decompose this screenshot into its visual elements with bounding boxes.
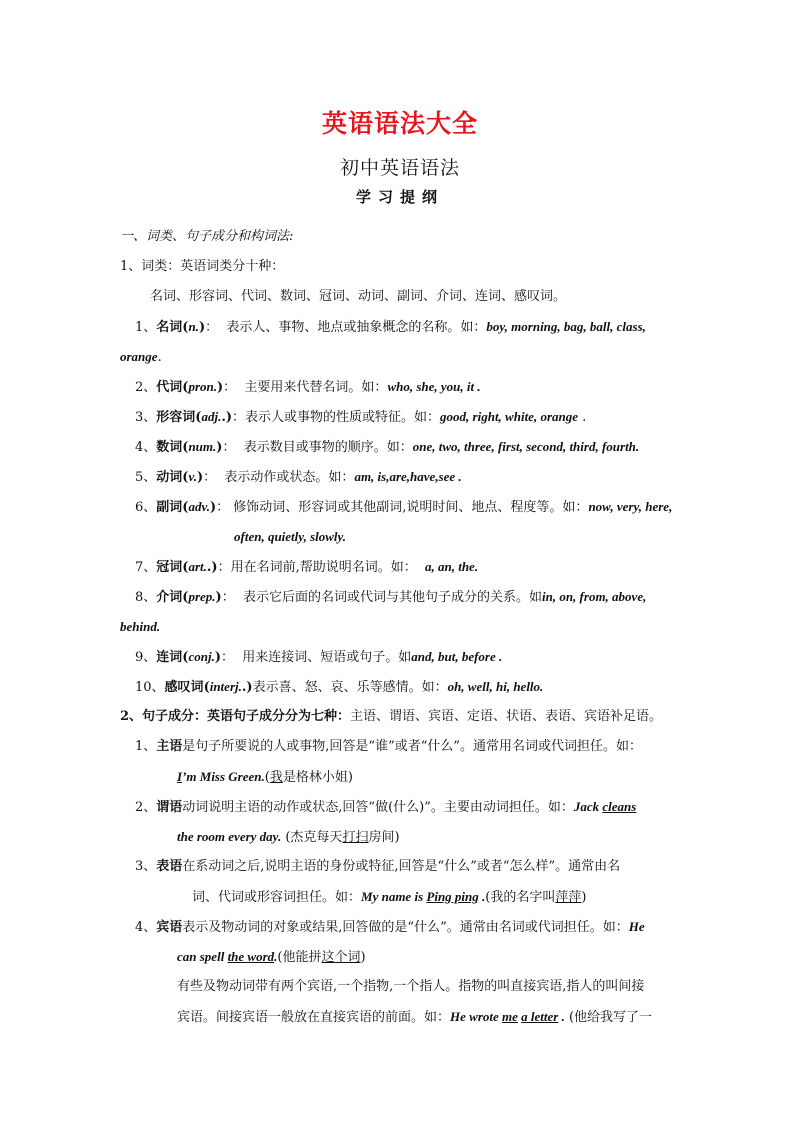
pos-number: 2、 xyxy=(135,380,157,395)
pos-example-cont: orange xyxy=(120,349,158,364)
pos-name: 连词 xyxy=(156,650,183,665)
pos-abbr: art. xyxy=(188,559,207,574)
pos-name: 形容词 xyxy=(156,410,196,425)
pos-example: a, an, the. xyxy=(424,559,479,574)
translation-underlined: 这个词 xyxy=(321,950,361,965)
component-desc: 表示及物动词的对象或结果,回答做的是“什么”。通常由名词或代词担任。如： xyxy=(182,920,629,935)
pos-example-cont: often, quietly, slowly. xyxy=(234,529,347,544)
translation-text: (我的名字叫 xyxy=(485,890,556,905)
pos-example: in, on, from, above, xyxy=(541,589,647,604)
outline-label: 学习提纲 xyxy=(355,188,444,206)
pos-abbr: prep. xyxy=(188,589,216,604)
document-title: 英语语法大全 xyxy=(321,109,478,138)
component-object xyxy=(135,918,695,937)
pos-conjunction: 9、连词(conj.)： 用来连接词、短语或句子。如and, but, before . xyxy=(135,649,503,665)
document-subtitle: 初中英语语法 xyxy=(339,157,460,179)
component-name: 谓语 xyxy=(156,800,183,815)
pos-desc: 表示人、事物、地点或抽象概念的名称。如： xyxy=(226,320,487,335)
pos-name: 介词 xyxy=(156,590,183,605)
pos-number: 3、 xyxy=(135,410,157,425)
pos-number: 4、 xyxy=(135,440,157,455)
example-underlined: a letter xyxy=(521,1009,559,1024)
pos-desc: 用在名词前,帮助说明名词。如： xyxy=(230,560,417,575)
pos-desc: 表示人或事物的性质或特征。如： xyxy=(245,410,441,425)
word-class-list: 名词、形容词、代词、数词、冠词、动词、副词、介词、连词、感叹词。 xyxy=(150,289,567,304)
pos-abbr: interj. xyxy=(209,679,242,694)
pos-example: and, but, before . xyxy=(411,649,503,664)
pos-number: 7、 xyxy=(135,560,157,575)
component-number: 3、 xyxy=(135,859,157,874)
example-underlined: me xyxy=(502,1009,518,1024)
component-desc: 在系动词之后,说明主语的身份或特征,回答是“什么”或者“怎么样”。通常由名 xyxy=(182,859,621,874)
pos-abbr: v. xyxy=(188,469,197,484)
pos-name: 冠词 xyxy=(156,560,183,575)
pos-number: 6、 xyxy=(135,500,157,515)
pos-name: 副词 xyxy=(156,500,183,515)
example-text: My name is xyxy=(361,889,427,904)
example-underlined: Ping ping xyxy=(426,889,479,904)
translation-underlined: 萍萍 xyxy=(555,890,582,905)
pos-example: who, she, you, it . xyxy=(387,379,481,394)
translation-underlined: 我 xyxy=(269,770,283,785)
example-underlined: I xyxy=(177,769,183,784)
example-text-end: . xyxy=(478,889,486,904)
pos-abbr: adv. xyxy=(188,499,210,514)
pos-adverb-cont xyxy=(234,528,794,547)
pos-number: 9、 xyxy=(135,650,157,665)
component-complement xyxy=(135,858,695,876)
subject-example xyxy=(177,768,737,787)
pos-numeral: 4、数词(num.)： 表示数目或事物的顺序。如：one, two, three, first, second, third, fourth. xyxy=(135,439,640,455)
pos-abbr: conj. xyxy=(188,649,215,664)
component-desc: 是句子所要说的人或事物,回答是“谁”或者“什么”。通常用名词或代词担任。如： xyxy=(182,739,643,754)
component-predicate xyxy=(135,798,695,817)
object-note-line1: 有些及物动词带有两个宾语,一个指物,一个指人。指物的叫直接宾语,指人的叫间接 xyxy=(177,979,645,994)
pos-example: now, very, here, xyxy=(588,499,673,514)
subsection-rest: 主语、谓语、宾语、定语、状语、表语、宾语补足语。 xyxy=(350,709,663,724)
paren-open: ( xyxy=(264,770,270,785)
component-name: 主语 xyxy=(156,739,183,754)
pos-preposition: 8、介词(prep.)： 表示它后面的名词或代词与其他句子成分的关系。如in, on, from, above, xyxy=(135,589,647,605)
pos-example: good, right, white, orange xyxy=(440,409,579,424)
component-desc-cont: 词、代词或形容词担任。如： xyxy=(192,890,362,905)
subsection-sentence-components xyxy=(120,708,680,726)
pos-abbr: n. xyxy=(188,319,199,334)
pos-name: 代词 xyxy=(156,380,183,395)
pos-interjection: 10、感叹词(interj..)表示喜、怒、哀、乐等感情。如：oh, well, hi, hello. xyxy=(135,679,544,695)
example-text-end: . xyxy=(274,949,278,964)
section-heading: 一、词类、句子成分和构词法: xyxy=(120,229,294,244)
pos-article: 7、冠词(art..)：用在名词前,帮助说明名词。如： a, an, the. xyxy=(135,559,479,575)
pos-noun-cont: orange. xyxy=(120,349,162,365)
pos-example-cont: behind. xyxy=(120,619,161,634)
component-name: 表语 xyxy=(156,859,183,874)
pos-abbr: pron. xyxy=(188,379,217,394)
example-text: He wrote xyxy=(450,1009,503,1024)
object-example xyxy=(177,948,737,967)
example-text: the room every day. xyxy=(177,829,282,844)
pos-example: boy, morning, bag, ball, class, xyxy=(486,319,646,334)
component-desc: 动词说明主语的动作或状态,回答“做(什么)”。主要由动词担任。如： xyxy=(182,800,574,815)
example-text-end: . xyxy=(558,1009,565,1024)
pos-number: 10、 xyxy=(135,680,165,695)
pos-name: 动词 xyxy=(156,470,183,485)
pos-desc: 主要用来代替名词。如： xyxy=(244,380,388,395)
pos-desc: 用来连接词、短语或句子。如 xyxy=(242,650,412,665)
subsection-word-classes: 1、词类：英语词类分十种： xyxy=(120,259,285,274)
pos-example: oh, well, hi, hello. xyxy=(447,679,544,694)
pos-number: 1、 xyxy=(135,320,157,335)
pos-adjective: 3、形容词(adj..)：表示人或事物的性质或特征。如：good, right, white, orange . xyxy=(135,409,587,425)
translation-text-end: ) xyxy=(360,950,366,965)
object-note-line2 xyxy=(177,1008,737,1027)
pos-desc: 表示喜、怒、哀、乐等感情。如： xyxy=(252,680,448,695)
translation-text-end: ) xyxy=(581,890,587,905)
translation-text: (他能拼 xyxy=(277,950,322,965)
example-text: Jack xyxy=(573,799,603,814)
translation-text: 是格林小姐) xyxy=(282,770,353,785)
example-text: He xyxy=(628,919,645,934)
pos-adverb: 6、副词(adv.)： 修饰动词、形容词或其他副词,说明时间、地点、程度等。如：now, very, here, xyxy=(135,499,673,515)
component-name: 宾语 xyxy=(156,920,183,935)
pos-abbr: adj. xyxy=(201,409,222,424)
example-underlined: cleans xyxy=(602,799,637,814)
component-subject xyxy=(135,738,695,756)
translation-text: (杰克每天 xyxy=(281,830,343,845)
predicate-example xyxy=(177,828,737,847)
pos-number: 5、 xyxy=(135,470,157,485)
subsection-heading: 2、句子成分：英语句子成分分为七种： xyxy=(120,709,351,724)
pos-desc: 表示数目或事物的顺序。如： xyxy=(243,440,413,455)
component-number: 4、 xyxy=(135,920,157,935)
example-text: can spell xyxy=(177,949,228,964)
component-number: 2、 xyxy=(135,800,157,815)
translation-text-end: 房间) xyxy=(368,830,400,845)
pos-preposition-cont xyxy=(120,618,680,637)
object-note-text: 宾语。间接宾语一般放在直接宾语的前面。如： xyxy=(177,1010,451,1025)
pos-noun: 1、名词(n.)： 表示人、事物、地点或抽象概念的名称。如：boy, morning, bag, ball, class, xyxy=(135,319,646,335)
pos-example: one, two, three, first, second, third, fourth. xyxy=(412,439,640,454)
pos-desc: 表示它后面的名词或代词与其他句子成分的关系。如 xyxy=(242,590,542,605)
translation-underlined: 打扫 xyxy=(342,830,369,845)
pos-verb: 5、动词(v.)： 表示动作或状态。如：am, is,are,have,see . xyxy=(135,469,462,485)
translation-text: (他给我写了一 xyxy=(564,1010,653,1025)
pos-number: 8、 xyxy=(135,590,157,605)
pos-desc: 表示动作或状态。如： xyxy=(224,470,355,485)
pos-abbr: num. xyxy=(188,439,217,454)
example-underlined: the word xyxy=(227,949,275,964)
pos-pronoun: 2、代词(pron.)： 主要用来代替名词。如：who, she, you, it . xyxy=(135,379,481,395)
pos-name: 数词 xyxy=(156,440,183,455)
component-number: 1、 xyxy=(135,739,157,754)
pos-name: 名词 xyxy=(156,320,183,335)
pos-example: am, is,are,have,see . xyxy=(354,469,462,484)
pos-desc: 修饰动词、形容词或其他副词,说明时间、地点、程度等。如： xyxy=(233,500,589,515)
complement-example xyxy=(192,888,752,907)
pos-name: 感叹词 xyxy=(164,680,204,695)
example-text: ’m Miss Green. xyxy=(182,769,265,784)
